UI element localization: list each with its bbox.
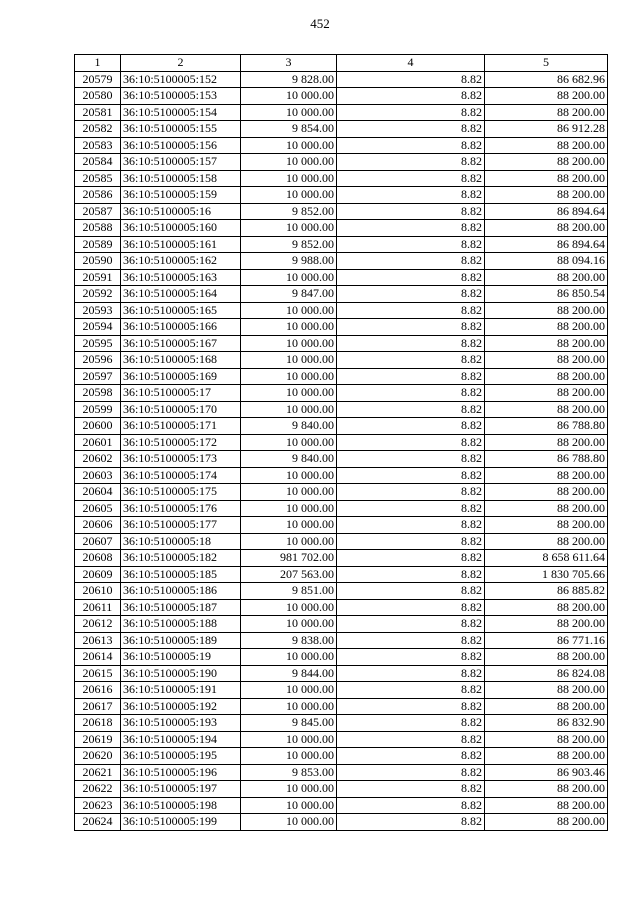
amount-cell: 88 200.00 — [485, 649, 608, 666]
cadastral-number-cell: 36:10:5100005:170 — [121, 401, 241, 418]
row-number-cell: 20593 — [75, 302, 121, 319]
table-row — [75, 715, 608, 732]
table-row — [75, 335, 608, 352]
rate-cell: 8.82 — [337, 616, 485, 633]
row-number-cell: 20580 — [75, 88, 121, 105]
cadastral-number-cell: 36:10:5100005:176 — [121, 500, 241, 517]
rate-cell: 8.82 — [337, 203, 485, 220]
cadastral-number-cell: 36:10:5100005:162 — [121, 253, 241, 270]
cadastral-number-cell: 36:10:5100005:166 — [121, 319, 241, 336]
table-row — [75, 104, 608, 121]
amount-cell: 88 200.00 — [485, 302, 608, 319]
amount-cell: 88 200.00 — [485, 467, 608, 484]
rate-cell: 8.82 — [337, 797, 485, 814]
table-row — [75, 253, 608, 270]
amount-cell: 88 200.00 — [485, 352, 608, 369]
table-row — [75, 649, 608, 666]
amount-cell: 88 200.00 — [485, 599, 608, 616]
amount-cell: 86 771.16 — [485, 632, 608, 649]
amount-cell: 88 094.16 — [485, 253, 608, 270]
rate-cell: 8.82 — [337, 71, 485, 88]
row-number-cell: 20584 — [75, 154, 121, 171]
table-header — [75, 55, 608, 72]
cadastral-number-cell: 36:10:5100005:155 — [121, 121, 241, 138]
table-row — [75, 121, 608, 138]
amount-cell: 88 200.00 — [485, 137, 608, 154]
area-cell: 9 854.00 — [241, 121, 337, 138]
table-row — [75, 451, 608, 468]
row-number-cell: 20619 — [75, 731, 121, 748]
area-cell: 9 847.00 — [241, 286, 337, 303]
table-row — [75, 500, 608, 517]
rate-cell: 8.82 — [337, 698, 485, 715]
amount-cell: 88 200.00 — [485, 616, 608, 633]
table-row — [75, 137, 608, 154]
area-cell: 9 988.00 — [241, 253, 337, 270]
rate-cell: 8.82 — [337, 269, 485, 286]
area-cell: 10 000.00 — [241, 368, 337, 385]
amount-cell: 88 200.00 — [485, 187, 608, 204]
amount-cell: 88 200.00 — [485, 401, 608, 418]
rate-cell: 8.82 — [337, 187, 485, 204]
table-row — [75, 764, 608, 781]
area-cell: 10 000.00 — [241, 500, 337, 517]
cadastral-number-cell: 36:10:5100005:17 — [121, 385, 241, 402]
area-cell: 10 000.00 — [241, 698, 337, 715]
table-row — [75, 517, 608, 534]
cadastral-number-cell: 36:10:5100005:171 — [121, 418, 241, 435]
row-number-cell: 20617 — [75, 698, 121, 715]
area-cell: 10 000.00 — [241, 170, 337, 187]
amount-cell: 88 200.00 — [485, 154, 608, 171]
area-cell: 10 000.00 — [241, 517, 337, 534]
row-number-cell: 20609 — [75, 566, 121, 583]
amount-cell: 86 894.64 — [485, 236, 608, 253]
row-number-cell: 20604 — [75, 484, 121, 501]
row-number-cell: 20592 — [75, 286, 121, 303]
table-row — [75, 616, 608, 633]
table-row — [75, 665, 608, 682]
table-row — [75, 418, 608, 435]
table-body — [75, 71, 608, 830]
cadastral-number-cell: 36:10:5100005:177 — [121, 517, 241, 534]
row-number-cell: 20591 — [75, 269, 121, 286]
amount-cell: 88 200.00 — [485, 797, 608, 814]
table-row — [75, 566, 608, 583]
cadastral-number-cell: 36:10:5100005:199 — [121, 814, 241, 831]
column-header: 5 — [485, 55, 608, 72]
column-header: 4 — [337, 55, 485, 72]
table-row — [75, 781, 608, 798]
table-row — [75, 550, 608, 567]
table-row — [75, 71, 608, 88]
column-header: 2 — [121, 55, 241, 72]
area-cell: 9 828.00 — [241, 71, 337, 88]
rate-cell: 8.82 — [337, 665, 485, 682]
row-number-cell: 20585 — [75, 170, 121, 187]
area-cell: 10 000.00 — [241, 616, 337, 633]
row-number-cell: 20621 — [75, 764, 121, 781]
rate-cell: 8.82 — [337, 154, 485, 171]
rate-cell: 8.82 — [337, 385, 485, 402]
rate-cell: 8.82 — [337, 533, 485, 550]
amount-cell: 88 200.00 — [485, 335, 608, 352]
table-row — [75, 484, 608, 501]
cadastral-number-cell: 36:10:5100005:18 — [121, 533, 241, 550]
area-cell: 207 563.00 — [241, 566, 337, 583]
area-cell: 10 000.00 — [241, 88, 337, 105]
table-row — [75, 154, 608, 171]
table-row — [75, 583, 608, 600]
cadastral-number-cell: 36:10:5100005:192 — [121, 698, 241, 715]
cadastral-number-cell: 36:10:5100005:172 — [121, 434, 241, 451]
area-cell: 9 852.00 — [241, 203, 337, 220]
cadastral-number-cell: 36:10:5100005:164 — [121, 286, 241, 303]
rate-cell: 8.82 — [337, 451, 485, 468]
table-row — [75, 599, 608, 616]
amount-cell: 88 200.00 — [485, 269, 608, 286]
rate-cell: 8.82 — [337, 286, 485, 303]
rate-cell: 8.82 — [337, 484, 485, 501]
rate-cell: 8.82 — [337, 236, 485, 253]
area-cell: 10 000.00 — [241, 269, 337, 286]
amount-cell: 86 832.90 — [485, 715, 608, 732]
row-number-cell: 20605 — [75, 500, 121, 517]
row-number-cell: 20601 — [75, 434, 121, 451]
row-number-cell: 20579 — [75, 71, 121, 88]
rate-cell: 8.82 — [337, 302, 485, 319]
cadastral-number-cell: 36:10:5100005:157 — [121, 154, 241, 171]
rate-cell: 8.82 — [337, 682, 485, 699]
cadastral-number-cell: 36:10:5100005:159 — [121, 187, 241, 204]
rate-cell: 8.82 — [337, 137, 485, 154]
rate-cell: 8.82 — [337, 715, 485, 732]
amount-cell: 88 200.00 — [485, 814, 608, 831]
area-cell: 10 000.00 — [241, 533, 337, 550]
area-cell: 10 000.00 — [241, 748, 337, 765]
amount-cell: 86 682.96 — [485, 71, 608, 88]
cadastral-number-cell: 36:10:5100005:189 — [121, 632, 241, 649]
area-cell: 10 000.00 — [241, 599, 337, 616]
amount-cell: 86 824.08 — [485, 665, 608, 682]
table-row — [75, 814, 608, 831]
row-number-cell: 20597 — [75, 368, 121, 385]
row-number-cell: 20587 — [75, 203, 121, 220]
amount-cell: 86 788.80 — [485, 451, 608, 468]
row-number-cell: 20599 — [75, 401, 121, 418]
row-number-cell: 20581 — [75, 104, 121, 121]
rate-cell: 8.82 — [337, 220, 485, 237]
amount-cell: 86 850.54 — [485, 286, 608, 303]
cadastral-number-cell: 36:10:5100005:174 — [121, 467, 241, 484]
amount-cell: 88 200.00 — [485, 484, 608, 501]
rate-cell: 8.82 — [337, 121, 485, 138]
area-cell: 10 000.00 — [241, 797, 337, 814]
rate-cell: 8.82 — [337, 467, 485, 484]
row-number-cell: 20615 — [75, 665, 121, 682]
table-row — [75, 533, 608, 550]
table-row — [75, 401, 608, 418]
row-number-cell: 20616 — [75, 682, 121, 699]
row-number-cell: 20624 — [75, 814, 121, 831]
cadastral-number-cell: 36:10:5100005:169 — [121, 368, 241, 385]
table-row — [75, 368, 608, 385]
cadastral-number-cell: 36:10:5100005:196 — [121, 764, 241, 781]
rate-cell: 8.82 — [337, 517, 485, 534]
amount-cell: 88 200.00 — [485, 368, 608, 385]
cadastral-number-cell: 36:10:5100005:186 — [121, 583, 241, 600]
row-number-cell: 20603 — [75, 467, 121, 484]
cadastral-number-cell: 36:10:5100005:152 — [121, 71, 241, 88]
amount-cell: 88 200.00 — [485, 533, 608, 550]
rate-cell: 8.82 — [337, 500, 485, 517]
row-number-cell: 20607 — [75, 533, 121, 550]
row-number-cell: 20623 — [75, 797, 121, 814]
table-row — [75, 731, 608, 748]
area-cell: 10 000.00 — [241, 682, 337, 699]
row-number-cell: 20608 — [75, 550, 121, 567]
rate-cell: 8.82 — [337, 649, 485, 666]
rate-cell: 8.82 — [337, 764, 485, 781]
area-cell: 10 000.00 — [241, 467, 337, 484]
cadastral-number-cell: 36:10:5100005:153 — [121, 88, 241, 105]
table-row — [75, 698, 608, 715]
cadastral-number-cell: 36:10:5100005:160 — [121, 220, 241, 237]
column-header: 3 — [241, 55, 337, 72]
rate-cell: 8.82 — [337, 550, 485, 567]
table-row — [75, 352, 608, 369]
cadastral-number-cell: 36:10:5100005:16 — [121, 203, 241, 220]
amount-cell: 88 200.00 — [485, 731, 608, 748]
table-row — [75, 88, 608, 105]
rate-cell: 8.82 — [337, 253, 485, 270]
rate-cell: 8.82 — [337, 599, 485, 616]
row-number-cell: 20611 — [75, 599, 121, 616]
row-number-cell: 20610 — [75, 583, 121, 600]
area-cell: 9 840.00 — [241, 418, 337, 435]
area-cell: 9 853.00 — [241, 764, 337, 781]
cadastral-number-cell: 36:10:5100005:161 — [121, 236, 241, 253]
cadastral-number-cell: 36:10:5100005:158 — [121, 170, 241, 187]
row-number-cell: 20586 — [75, 187, 121, 204]
rate-cell: 8.82 — [337, 170, 485, 187]
amount-cell: 86 894.64 — [485, 203, 608, 220]
area-cell: 10 000.00 — [241, 220, 337, 237]
rate-cell: 8.82 — [337, 748, 485, 765]
area-cell: 10 000.00 — [241, 104, 337, 121]
rate-cell: 8.82 — [337, 814, 485, 831]
table-row — [75, 170, 608, 187]
cadastral-number-cell: 36:10:5100005:163 — [121, 269, 241, 286]
table-row — [75, 319, 608, 336]
row-number-cell: 20588 — [75, 220, 121, 237]
column-header: 1 — [75, 55, 121, 72]
table-row — [75, 302, 608, 319]
area-cell: 10 000.00 — [241, 484, 337, 501]
cadastral-number-cell: 36:10:5100005:187 — [121, 599, 241, 616]
rate-cell: 8.82 — [337, 104, 485, 121]
rate-cell: 8.82 — [337, 352, 485, 369]
header-row — [75, 55, 608, 72]
area-cell: 9 840.00 — [241, 451, 337, 468]
rate-cell: 8.82 — [337, 335, 485, 352]
row-number-cell: 20582 — [75, 121, 121, 138]
amount-cell: 8 658 611.64 — [485, 550, 608, 567]
area-cell: 10 000.00 — [241, 731, 337, 748]
area-cell: 10 000.00 — [241, 187, 337, 204]
rate-cell: 8.82 — [337, 583, 485, 600]
area-cell: 10 000.00 — [241, 352, 337, 369]
row-number-cell: 20606 — [75, 517, 121, 534]
area-cell: 10 000.00 — [241, 649, 337, 666]
area-cell: 10 000.00 — [241, 319, 337, 336]
table-row — [75, 269, 608, 286]
table-row — [75, 187, 608, 204]
amount-cell: 88 200.00 — [485, 170, 608, 187]
cadastral-number-cell: 36:10:5100005:154 — [121, 104, 241, 121]
row-number-cell: 20600 — [75, 418, 121, 435]
cadastral-number-cell: 36:10:5100005:168 — [121, 352, 241, 369]
cadastral-number-cell: 36:10:5100005:19 — [121, 649, 241, 666]
row-number-cell: 20596 — [75, 352, 121, 369]
cadastral-number-cell: 36:10:5100005:195 — [121, 748, 241, 765]
area-cell: 10 000.00 — [241, 137, 337, 154]
amount-cell: 88 200.00 — [485, 698, 608, 715]
row-number-cell: 20595 — [75, 335, 121, 352]
row-number-cell: 20594 — [75, 319, 121, 336]
area-cell: 10 000.00 — [241, 401, 337, 418]
cadastral-number-cell: 36:10:5100005:194 — [121, 731, 241, 748]
cadastral-number-cell: 36:10:5100005:193 — [121, 715, 241, 732]
cadastral-number-cell: 36:10:5100005:185 — [121, 566, 241, 583]
amount-cell: 88 200.00 — [485, 517, 608, 534]
area-cell: 10 000.00 — [241, 434, 337, 451]
row-number-cell: 20602 — [75, 451, 121, 468]
amount-cell: 86 885.82 — [485, 583, 608, 600]
area-cell: 9 851.00 — [241, 583, 337, 600]
page-number: 452 — [310, 16, 330, 31]
row-number-cell: 20589 — [75, 236, 121, 253]
area-cell: 10 000.00 — [241, 385, 337, 402]
area-cell: 9 852.00 — [241, 236, 337, 253]
area-cell: 10 000.00 — [241, 154, 337, 171]
cadastral-number-cell: 36:10:5100005:167 — [121, 335, 241, 352]
row-number-cell: 20583 — [75, 137, 121, 154]
amount-cell: 88 200.00 — [485, 434, 608, 451]
amount-cell: 88 200.00 — [485, 781, 608, 798]
row-number-cell: 20622 — [75, 781, 121, 798]
amount-cell: 86 912.28 — [485, 121, 608, 138]
table-row — [75, 467, 608, 484]
table-row — [75, 286, 608, 303]
amount-cell: 88 200.00 — [485, 319, 608, 336]
table-row — [75, 385, 608, 402]
rate-cell: 8.82 — [337, 632, 485, 649]
amount-cell: 86 788.80 — [485, 418, 608, 435]
cadastral-number-cell: 36:10:5100005:173 — [121, 451, 241, 468]
rate-cell: 8.82 — [337, 781, 485, 798]
amount-cell: 88 200.00 — [485, 385, 608, 402]
cadastral-number-cell: 36:10:5100005:188 — [121, 616, 241, 633]
cadastral-number-cell: 36:10:5100005:190 — [121, 665, 241, 682]
amount-cell: 86 903.46 — [485, 764, 608, 781]
area-cell: 10 000.00 — [241, 781, 337, 798]
table-row — [75, 748, 608, 765]
rate-cell: 8.82 — [337, 319, 485, 336]
area-cell: 10 000.00 — [241, 335, 337, 352]
amount-cell: 88 200.00 — [485, 748, 608, 765]
area-cell: 9 838.00 — [241, 632, 337, 649]
table-row — [75, 797, 608, 814]
cadastral-number-cell: 36:10:5100005:165 — [121, 302, 241, 319]
table-row — [75, 203, 608, 220]
area-cell: 9 844.00 — [241, 665, 337, 682]
row-number-cell: 20618 — [75, 715, 121, 732]
amount-cell: 88 200.00 — [485, 500, 608, 517]
rate-cell: 8.82 — [337, 401, 485, 418]
cadastral-number-cell: 36:10:5100005:191 — [121, 682, 241, 699]
cadastral-number-cell: 36:10:5100005:175 — [121, 484, 241, 501]
rate-cell: 8.82 — [337, 418, 485, 435]
rate-cell: 8.82 — [337, 434, 485, 451]
rate-cell: 8.82 — [337, 88, 485, 105]
area-cell: 10 000.00 — [241, 814, 337, 831]
amount-cell: 88 200.00 — [485, 88, 608, 105]
table-row — [75, 632, 608, 649]
row-number-cell: 20612 — [75, 616, 121, 633]
row-number-cell: 20620 — [75, 748, 121, 765]
table-row — [75, 236, 608, 253]
area-cell: 981 702.00 — [241, 550, 337, 567]
area-cell: 9 845.00 — [241, 715, 337, 732]
rate-cell: 8.82 — [337, 566, 485, 583]
rate-cell: 8.82 — [337, 731, 485, 748]
row-number-cell: 20614 — [75, 649, 121, 666]
cadastral-number-cell: 36:10:5100005:198 — [121, 797, 241, 814]
cadastral-number-cell: 36:10:5100005:182 — [121, 550, 241, 567]
row-number-cell: 20598 — [75, 385, 121, 402]
data-table — [74, 54, 608, 831]
area-cell: 10 000.00 — [241, 302, 337, 319]
amount-cell: 88 200.00 — [485, 682, 608, 699]
amount-cell: 88 200.00 — [485, 220, 608, 237]
amount-cell: 1 830 705.66 — [485, 566, 608, 583]
rate-cell: 8.82 — [337, 368, 485, 385]
table-row — [75, 220, 608, 237]
cadastral-number-cell: 36:10:5100005:197 — [121, 781, 241, 798]
amount-cell: 88 200.00 — [485, 104, 608, 121]
row-number-cell: 20590 — [75, 253, 121, 270]
table-row — [75, 682, 608, 699]
table-row — [75, 434, 608, 451]
cadastral-number-cell: 36:10:5100005:156 — [121, 137, 241, 154]
row-number-cell: 20613 — [75, 632, 121, 649]
